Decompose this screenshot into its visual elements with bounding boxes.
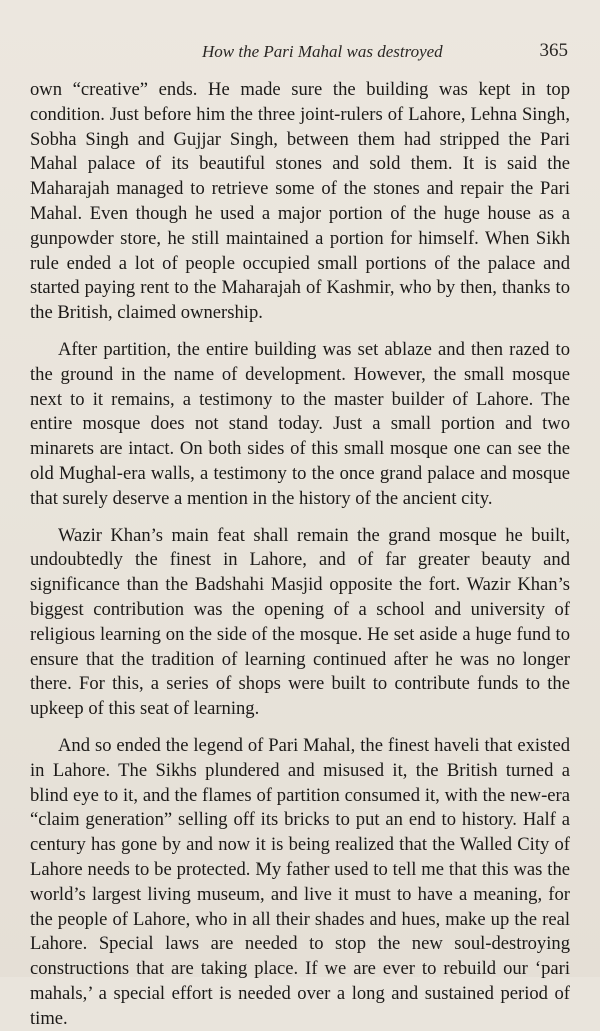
paragraph-after-partition: After partition, the entire building was set ablaze and then razed to the ground in the name of development. However, the small mosque next to it remains, a testimony to the master builder of Lahore. The entire mosque does not stand today. Just a small portion and two minarets are intact. On both sides of this small mosque one can see the old Mughal-era walls, a testimony to the once grand palace and mosque that surely deserve a mention in the history of the ancient city. <box>30 338 570 509</box>
paragraph-wazir-khan: Wazir Khan’s main feat shall remain the grand mosque he built, undoubtedly the finest in Lahore, and of far greater beauty and significance than the Badshahi Masjid opposite the fort. Wazir Khan’s biggest contribution was the opening of a school and university of religious learning on the side of the mosque. He set aside a huge fund to ensure that the tradition of learning continued after he was no longer there. For this, a series of shops were built to contribute funds to the upkeep of this seat of learning. <box>30 524 570 720</box>
body-text <box>30 78 570 1031</box>
paragraph-legend-ending: And so ended the legend of Pari Mahal, the finest haveli that existed in Lahore. The Sikhs plundered and misused it, the British turned a blind eye to it, and the flames of partition consumed it, with the new-era “claim generation” selling off its bricks to put an end to history. Half a century has gone by and now it is being realized that the Walled City of Lahore needs to be protected. My father used to tell me that this was the world’s largest living museum, and live it must to have a meaning, for the people of Lahore, who in all their shades and hues, make up the real Lahore. Special laws are needed to stop the new soul-destroying constructions that are taking place. If we are ever to rebuild our ‘pari mahals,’ a special effort is needed over a long and sustained period of time. <box>30 734 570 1029</box>
running-title: How the Pari Mahal was destroyed <box>202 42 443 61</box>
paragraph-continuation: own “creative” ends. He made sure the building was kept in top condition. Just before him the three joint-rulers of Lahore, Lehna Singh, Sobha Singh and Gujjar Singh, between them had stripped the Pari Mahal palace of its beautiful stones and sold them. It is said the Maharajah managed to retrieve some of the stones and repair the Pari Mahal. Even though he used a major portion of the huge house as a gunpowder store, he still maintained a portion for himself. When Sikh rule ended a lot of people occupied small portions of the palace and started paying rent to the Maharajah of Kashmir, who by then, thanks to the British, claimed ownership. <box>30 79 570 324</box>
running-head <box>30 38 570 78</box>
page-number: 365 <box>539 40 568 61</box>
